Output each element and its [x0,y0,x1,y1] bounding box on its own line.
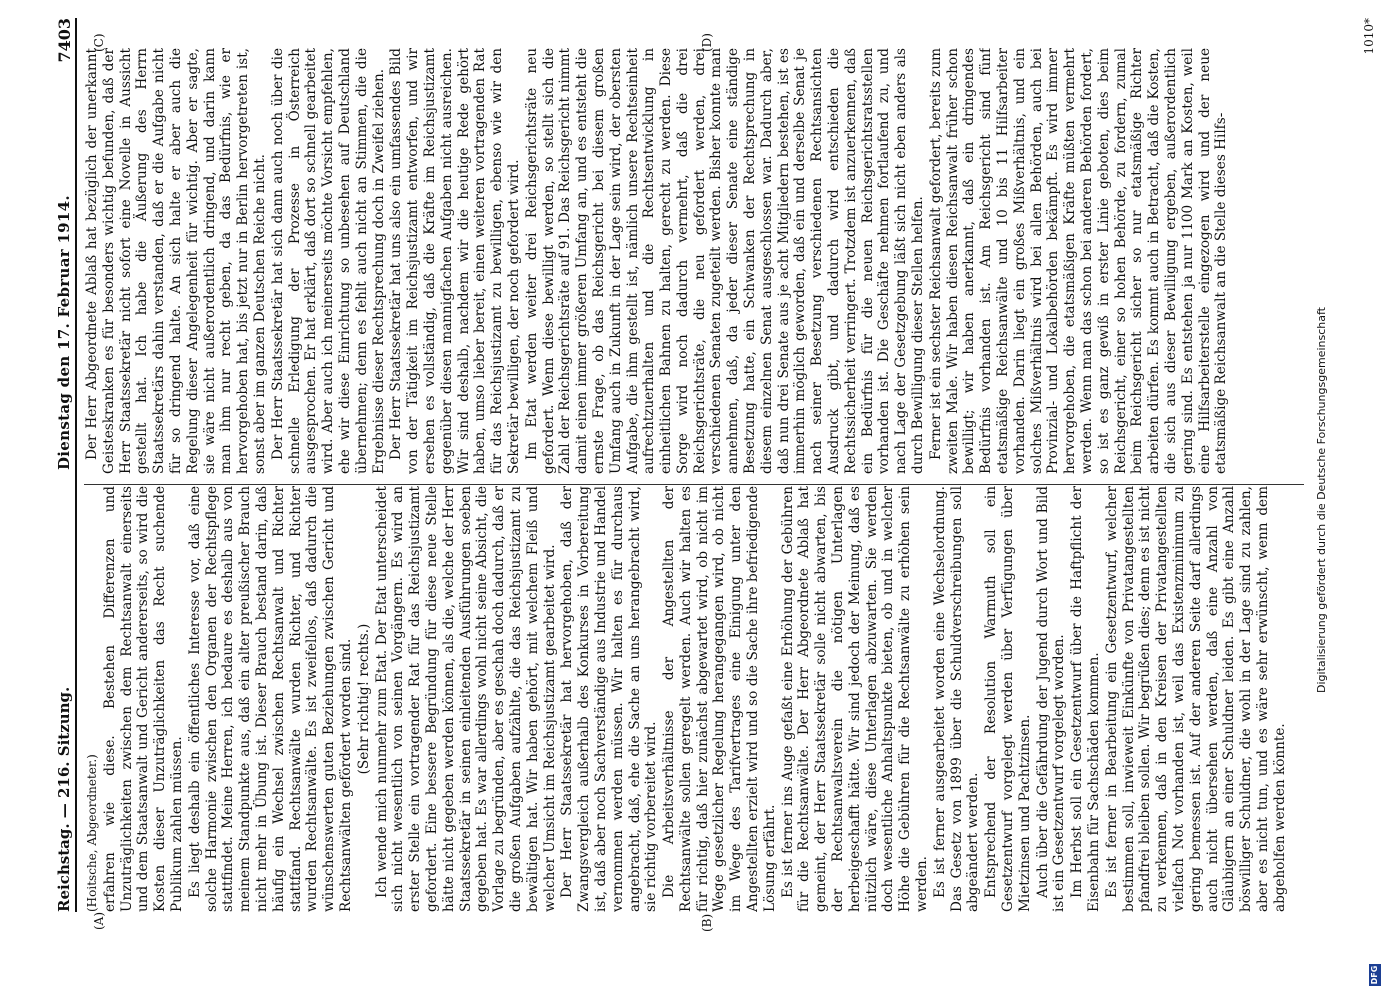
header-rule [75,18,77,912]
paragraph: Auch über die Gefährdung der Jugend durch Wort und Bild ist ein Gesetzentwurf vorgelegt worden. [1034,486,1068,912]
paragraph: Der Herr Staatssekretär hat sich dann auch noch über die schnelle Erledigung der Prozesse in Österreich ausgesprochen. Er hat erklärt, daß dort so schnell gearbeitet wird. Aber auch ich meinerseits möchte Vorsicht empfehlen, ehe wir diese Einrichtung so unbesehen auf Deutschland übernehmen; denn es fehlt auch nicht an Stimmen, die die Ergebnisse dieser Rechtsprechung doch in Zweifel ziehen. [269,48,387,474]
paragraph: Ich wende mich nunmehr zum Etat. Der Etat unterscheidet sich nicht wesentlich von seinen Vorgängern. Es wird an erster Stelle ein vortragender Rat für das Reichsjustizamt gefordert. Eine bessere Begründung für diese neue Stelle hätte nicht gegeben werden können, als die, welche der Herr Staatssekretär in seinen einleitenden Ausführungen soeben gegeben hat. Es war allerdings wohl nicht seine Absicht, die Vorlage zu begründen, aber es geschah doch dadurch, daß er die großen Aufgaben aufzählte, die das Reichsjustizamt zu bewältigen hat. Wir haben gehört, mit welchem Fleiß und welcher Umsicht im Reichsjustizamt gearbeitet wird. [373,486,558,912]
paragraph: Im Etat werden weiter drei Reichsgerichtsräte neu gefordert. Wenn diese bewilligt werden, so stellt sich die Zahl der Reichsgerichtsräte auf 91. Das Reichsgericht nimmt damit einen immer größeren Umfang an, und es entsteht die ernste Frage, ob das Reichsgericht bei diesem großen Umfang auch in Zukunft in der Lage sein wird, der obersten Aufgabe, die ihm gestellt ist, nämlich unsere Rechtseinheit aufrechtzuerhalten und die Rechtsentwicklung in einheitlichen Bahnen zu halten, gerecht zu werden. Diese Sorge wird noch dadurch vermehrt, daß die drei Reichsgerichtsräte, die neu gefordert werden, drei verschiedenen Senaten zugeteilt werden. Bisher konnte man annehmen, daß, da jeder dieser Senate eine ständige Besetzung hatte, ein Schwanken der Rechtsprechung in diesem einzelnen Senat ausgeschlossen war. Dadurch aber, daß nun drei Senate aus je acht Mitgliedern bestehen, ist es immerhin möglich geworden, daß ein und derselbe Senat je nach seiner Besetzung verschiedenen Rechtsansichten Ausdruck gibt, und dadurch wird entschieden die Rechtssicherheit verringert. Trotzdem ist anzuerkennen, daß ein Bedürfnis für die neuen Reichsgerichtsratsstellen vorhanden ist. Die Geschäfte nehmen fortlaufend zu, und nach Lage der Gesetzgebung läßt sich nicht eben anders als durch Bewilligung dieser Stellen helfen. [523,48,927,474]
paragraph: Ferner ist ein sechster Reichsanwalt gefordert, bereits zum zweiten Male. Wir haben diesen Reichsanwalt früher schon bewilligt; wir haben anerkannt, daß ein dringendes Bedürfnis vorhanden ist. Am Reichsgericht sind fünf etatsmäßige Reichsanwälte und 10 bis 11 Hilfsarbeiter vorhanden. Darin liegt ein großes Mißverhältnis, und ein solches Mißverhältnis wird bei allen Behörden, auch bei Provinzial- und Lokalbehörden bekämpft. Es wird immer hervorgehoben, die etatsmäßigen Kräfte müßten vermehrt werden. Wenn man das schon bei anderen Behörden fordert, so ist es ganz gewiß in erster Linie geboten, dies beim Reichsgericht, einer so hohen Behörde, zu fordern, zumal beim Reichsgericht sicher so nur etatsmäßige Richter arbeiten dürfen. Es kommt auch in Betracht, daß die Kosten, die sich aus dieser Bewilligung ergeben, außerordentlich gering sind. Es entstehen ja nur 1100 Mark an Kosten, weil eine Hilfsarbeiterstelle eingezogen wird und der neue etatsmäßige Reichsanwalt an die Stelle dieses Hilfs- [927,48,1230,474]
paragraph: Entsprechend der Resolution Warmuth soll ein Gesetzentwurf vorgelegt werden über Verfügungen über Mietzinsen und Pachtzinsen. [983,486,1033,912]
footer-mark: 1010* [1362,18,1376,55]
right-column [84,48,1354,482]
paragraph: Der Herr Staatssekretär hat uns also ein umfassendes Bild von der Tätigkeit im Reichsjustizamt entworfen, und wir ersehen es vollständig, daß die Kräfte im Reichsjustizamt gegenüber diesen mannigfachen Aufgaben nicht ausreichen. Wir sind deshalb, nachdem wir die heutige Rede gehört haben, umso lieber bereit, einen weiteren vortragenden Rat für das Reichsjustizamt zu bewilligen, ebenso wie wir den Sekretär bewilligen, der noch gefordert wird. [388,48,522,474]
page-number: 7403 [55,18,74,63]
margin-mark-a: (A) [92,911,106,930]
speaker-label: (Hoitsche, Abgeordneter.) [85,754,99,912]
digitization-credit: Digitalisierung gefördert durch die Deutsche Forschungsgemeinschaft [1315,307,1328,693]
paragraph: Im Herbst soll ein Gesetzentwurf über die Haftpflicht der Eisenbahn für Sachschäden kommen. [1069,486,1103,912]
paragraph: erfahren wie diese. Bestehen Differenzen und Unzuträglichkeiten zwischen dem Rechtsanwalt einerseits und dem Staatsanwalt und Gericht andererseits, so wird die Kosten dieser Unzuträglichkeiten das Recht suchende Publikum zahlen müssen. [101,486,185,912]
interjection: (Sehr richtig! rechts.) [355,623,372,775]
margin-mark-c: (C) [92,33,106,52]
paragraph: Der Herr Staatssekretär hat hervorgehoben, daß der Zwangsvergleich außerhalb des Konkurses in Vorbereitung ist, daß aber noch Sachverständige aus Industrie und Handel vernommen werden müssen. Wir halten es für durchaus angebracht, daß, ehe die Sache an uns herangebracht wird, sie richtig vorbereitet wird. [559,486,660,912]
margin-mark-d: (D) [700,33,714,52]
page-header-date: Dienstag den 17. Februar 1914. [55,195,73,470]
paragraph: Es ist ferner ausgearbeitet worden eine Wechselordnung. Das Gesetz von 1899 über die Schuldverschreibungen soll abgeändert werden. [931,486,982,912]
paragraph: Es ist ferner in Bearbeitung ein Gesetzentwurf, welcher bestimmen soll, inwieweit Einkünfte von Privatangestellten pfandfrei bleiben sollen. Wir begrüßen dies; denn es ist nicht zu verkennen, daß in den Kreisen der Privatangestellten vielfach Not vorhanden ist, weil das Existenzminimum zu gering bemessen ist. Auf der anderen Seite darf allerdings auch nicht übersehen werden, daß eine Anzahl von Gläubigern an einer Schuldner leiden. Es gibt eine Anzahl böswilliger Schuldner, die wohl in der Lage sind zu zahlen, aber es nicht tun, und es wäre sehr erwünscht, wenn dem abgeholfen werden könnte. [1103,486,1288,912]
dfg-logo: DFG [1370,965,1379,985]
paragraph: Die Arbeitsverhältnisse der Angestellten der Rechtsanwälte sollen geregelt werden. Auch wir halten es für richtig, daß hier zunächst abgewartet wird, ob nicht im Wege gesetzlicher Regelung herangegangen wird, ob nicht im Wege des Tarifvertrages eine Einigung unter den Angestellten erzielt wird und so die Sache ihre befriedigende Lösung erfährt. [661,486,778,912]
paragraph: Der Herr Abgeordnete Ablaß hat bezüglich der unerkannt Geisteskranken es für besonders wichtig befunden, daß der Herr Staatssekretär nicht sofort eine Novelle in Aussicht gestellt hat. Ich habe die Äußerung des Herrn Staatssekretärs dahin verstanden, daß er die Aufgabe nicht für so dringend halte. An sich halte er aber auch die Regelung dieser Angelegenheit für wichtig. Aber er sagte, sie wäre nicht außerordentlich dringend, und darin kann man ihm nur recht geben, da das Bedürfnis, wie er hervorgehoben hat, bis jetzt nur in Berlin hervorgetreten ist, sonst aber im ganzen Deutschen Reiche nicht. [84,48,268,474]
paragraph: Es liegt deshalb ein öffentliches Interesse vor, daß eine solche Harmonie zwischen den Organen der Rechtspflege stattfindet. Meine Herren, ich bedaure es deshalb aus von meinem Standpunkte aus, daß ein alter preußischer Brauch nicht mehr in Übung ist. Dieser Brauch bestand darin, daß häufig ein Wechsel zwischen Rechtsanwalt und Richter stattfand. Rechtsanwälte wurden Richter, und Richter wurden Rechtsanwälte. Es ist zweifellos, daß dadurch die wünschenswerten guten Beziehungen zwischen Gericht und Rechtsanwälten gefördert worden sind. [186,486,354,912]
margin-mark-b: (B) [700,913,714,932]
page-header-left: Reichstag. — 216. Sitzung. [55,686,73,912]
paragraph: Es ist ferner ins Auge gefaßt eine Erhöhung der Gebühren für die Rechtsanwälte. Der Herr Abgeordnete Ablaß hat gemeint, der Herr Staatssekretär solle nicht abwarten, bis der Rechtsanwaltsverein die nötigen Unterlagen herbeigeschafft hätte. Wir sind jedoch der Meinung, daß es nützlich wäre, diese Unterlagen abzuwarten. Sie werden doch wesentliche Anhaltspunkte bieten, ob und in welcher Höhe die Gebühren für die Rechtsanwälte zu erhöhen sein werden. [779,486,931,912]
left-column [84,486,1354,912]
column-divider [84,484,1304,485]
